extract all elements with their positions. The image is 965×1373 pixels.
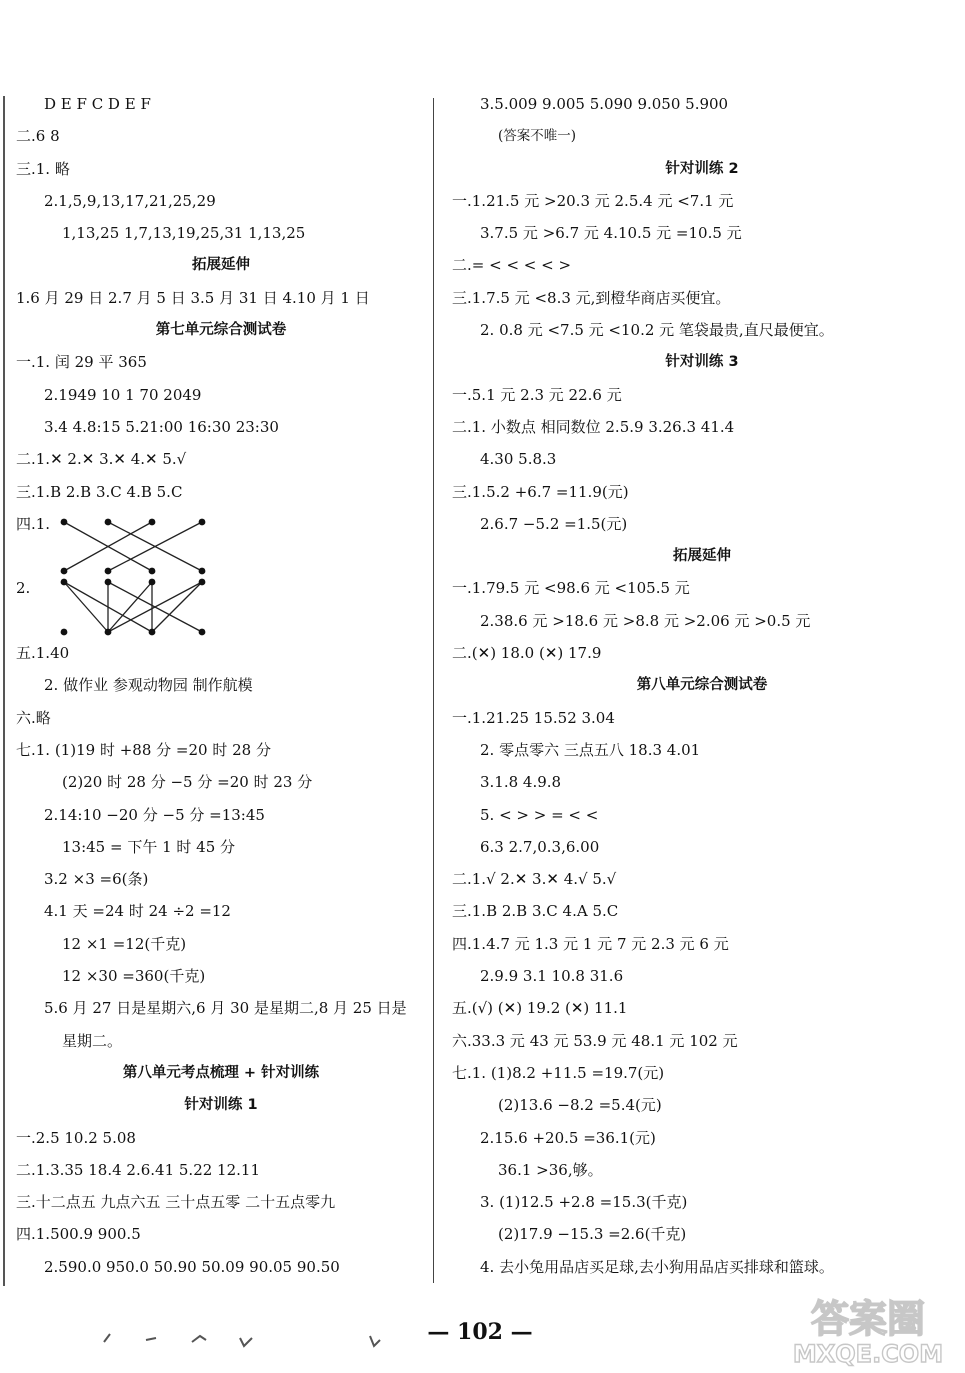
answer-line: 二.1.✕ 2.✕ 3.✕ 4.✕ 5.√ — [16, 450, 187, 469]
matching-diagram-d2 — [16, 572, 426, 637]
diagram-label: 四.1. — [16, 514, 51, 533]
answer-line: 二.1.√ 2.✕ 3.✕ 4.√ 5.√ — [452, 870, 617, 889]
answer-line: 三.1.5.2 +6.7 =11.9(元) — [452, 482, 629, 501]
answer-line: 12 ×1 =12(千克) — [62, 934, 187, 953]
diagram-label: 2. — [16, 579, 31, 598]
match-dot — [61, 518, 68, 525]
answer-line: 一.1.21.5 元 >20.3 元 2.5.4 元 <7.1 元 — [452, 191, 734, 210]
answer-line: (2)13.6 −8.2 =5.4(元) — [498, 1096, 662, 1115]
answer-line: 七.1. (1)8.2 +11.5 =19.7(元) — [452, 1063, 665, 1082]
answer-line: 三.1. 略 — [16, 159, 70, 178]
answer-line: 5.6 月 27 日是星期六,6 月 30 是星期二,8 月 25 日是 — [44, 999, 407, 1018]
match-dot — [105, 579, 112, 586]
answer-line: 2. 做作业 参观动物园 制作航模 — [44, 676, 253, 695]
answer-line: 36.1 >36,够。 — [498, 1160, 603, 1179]
answer-line: D E F C D E F — [44, 95, 151, 113]
answer-line: 3.7.5 元 >6.7 元 4.10.5 元 =10.5 元 — [480, 224, 742, 243]
answer-line: 2. 0.8 元 <7.5 元 <10.2 元 笔袋最贵,直尺最便宜。 — [480, 321, 834, 340]
answer-line: 六.略 — [16, 708, 51, 727]
answer-line: 2.1949 10 1 70 2049 — [44, 385, 202, 404]
watermark-bottom: MXQE.COM — [792, 1340, 944, 1368]
section-heading: 第八单元综合测试卷 — [636, 677, 768, 694]
answer-line: 3.4 4.8:15 5.21:00 16:30 23:30 — [44, 417, 279, 436]
answer-line: 一.5.1 元 2.3 元 22.6 元 — [452, 385, 622, 404]
section-heading: 针对训练 1 — [184, 1097, 258, 1114]
answer-line: 一.1. 闰 29 平 365 — [16, 353, 147, 372]
left-page-edge — [3, 96, 5, 1286]
answer-line: 三.1.7.5 元 <8.3 元,到橙华商店买便宜。 — [452, 288, 731, 307]
answer-line: 2.9.9 3.1 10.8 31.6 — [480, 967, 624, 986]
section-heading: 第八单元考点梳理 + 针对训练 — [122, 1064, 320, 1081]
answer-line: 星期二。 — [62, 1031, 123, 1050]
answer-line: 13:45 = 下午 1 时 45 分 — [62, 837, 236, 856]
match-line — [152, 582, 202, 632]
answer-line: 3.5.009 9.005 5.090 9.050 5.900 — [480, 95, 729, 113]
answer-line: (2)20 时 28 分 −5 分 =20 时 23 分 — [62, 773, 313, 792]
answer-line: 二.6 8 — [16, 127, 60, 146]
answer-line: 3. (1)12.5 +2.8 =15.3(千克) — [480, 1193, 688, 1212]
diagram-drawing — [16, 508, 236, 574]
watermark-top: 答案圈 — [810, 1297, 926, 1341]
match-dot — [61, 579, 68, 586]
section-heading: 拓展延伸 — [192, 257, 250, 274]
answer-line: (2)17.9 −15.3 =2.6(千克) — [498, 1225, 687, 1244]
answer-line: 四.1.500.9 900.5 — [16, 1225, 141, 1244]
section-heading: 拓展延伸 — [673, 548, 731, 565]
answer-line: 4.30 5.8.3 — [480, 450, 557, 469]
answer-line: 2.1,5,9,13,17,21,25,29 — [44, 191, 216, 210]
match-dot — [105, 518, 112, 525]
left-column — [16, 88, 426, 1283]
match-dot — [199, 518, 206, 525]
answer-line: 1,13,25 1,7,13,19,25,31 1,13,25 — [62, 224, 306, 243]
answer-line: 6.3 2.7,0.3,6.00 — [480, 837, 600, 856]
column-divider — [433, 98, 434, 1283]
answer-line: 3.2 ×3 =6(条) — [44, 870, 149, 889]
section-heading: 第七单元综合测试卷 — [155, 322, 287, 339]
diagram-drawing — [16, 572, 236, 638]
answer-line: 七.1. (1)19 时 +88 分 =20 时 28 分 — [16, 740, 271, 759]
watermark-logo — [780, 1288, 955, 1368]
answer-line: 3.1.8 4.9.8 — [480, 773, 562, 792]
match-dot — [149, 629, 156, 636]
match-dot — [61, 629, 68, 636]
answer-line: 三.1.B 2.B 3.C 4.B 5.C — [16, 482, 183, 501]
answer-line: 三.1.B 2.B 3.C 4.A 5.C — [452, 902, 619, 921]
answer-line: 五.1.40 — [16, 644, 70, 663]
answer-line: 六.33.3 元 43 元 53.9 元 48.1 元 102 元 — [452, 1031, 738, 1050]
section-heading: 针对训练 3 — [665, 354, 739, 371]
answer-line: 2.590.0 950.0 50.90 50.09 90.05 90.50 — [44, 1257, 340, 1276]
match-dot — [199, 579, 206, 586]
answer-line: 一.2.5 10.2 5.08 — [16, 1128, 136, 1147]
answer-line: 4. 去小兔用品店买足球,去小狗用品店买排球和篮球。 — [480, 1257, 834, 1276]
answer-line: 4.1 天 =24 时 24 ÷2 =12 — [44, 902, 231, 921]
answer-line: 二.(✕) 18.0 (✕) 17.9 — [452, 644, 602, 663]
match-dot — [199, 629, 206, 636]
section-heading: 针对训练 2 — [665, 160, 739, 177]
answer-line: 2. 零点零六 三点五八 18.3 4.01 — [480, 740, 701, 759]
match-line — [64, 582, 108, 632]
answer-line: 一.1.21.25 15.52 3.04 — [452, 708, 615, 727]
answer-line: 5. < > > = < < — [480, 805, 599, 824]
match-dot — [149, 518, 156, 525]
answer-line: 2.38.6 元 >18.6 元 >8.8 元 >2.06 元 >0.5 元 — [480, 611, 811, 630]
matching-diagram-d1 — [16, 508, 426, 573]
answer-line: 1.6 月 29 日 2.7 月 5 日 3.5 月 31 日 4.10 月 1 日 — [16, 288, 370, 307]
answer-line: 一.1.79.5 元 <98.6 元 <105.5 元 — [452, 579, 690, 598]
match-line — [108, 582, 152, 632]
answer-line: 2.15.6 +20.5 =36.1(元) — [480, 1128, 656, 1147]
right-column — [452, 88, 952, 1283]
match-dot — [105, 629, 112, 636]
answer-line: 12 ×30 =360(千克) — [62, 967, 206, 986]
answer-line: 2.6.7 −5.2 =1.5(元) — [480, 514, 628, 533]
answer-line: 二.1. 小数点 相同数位 2.5.9 3.26.3 41.4 — [452, 417, 735, 436]
scan-artifact-marks — [100, 1322, 400, 1348]
match-dot — [149, 579, 156, 586]
answer-line: 二.1.3.35 18.4 2.6.41 5.22 12.11 — [16, 1160, 260, 1179]
answer-line: 二.= < < < < > — [452, 256, 572, 275]
answer-line: 2.14:10 −20 分 −5 分 =13:45 — [44, 805, 265, 824]
page-number: — 102 — — [427, 1319, 533, 1345]
answer-line: 三.十二点五 九点六五 三十点五零 二十五点零九 — [16, 1193, 336, 1212]
answer-line: 五.(√) (✕) 19.2 (✕) 11.1 — [452, 999, 628, 1018]
answer-line: 四.1.4.7 元 1.3 元 1 元 7 元 2.3 元 6 元 — [452, 934, 729, 953]
answer-line: (答案不唯一) — [498, 128, 577, 145]
